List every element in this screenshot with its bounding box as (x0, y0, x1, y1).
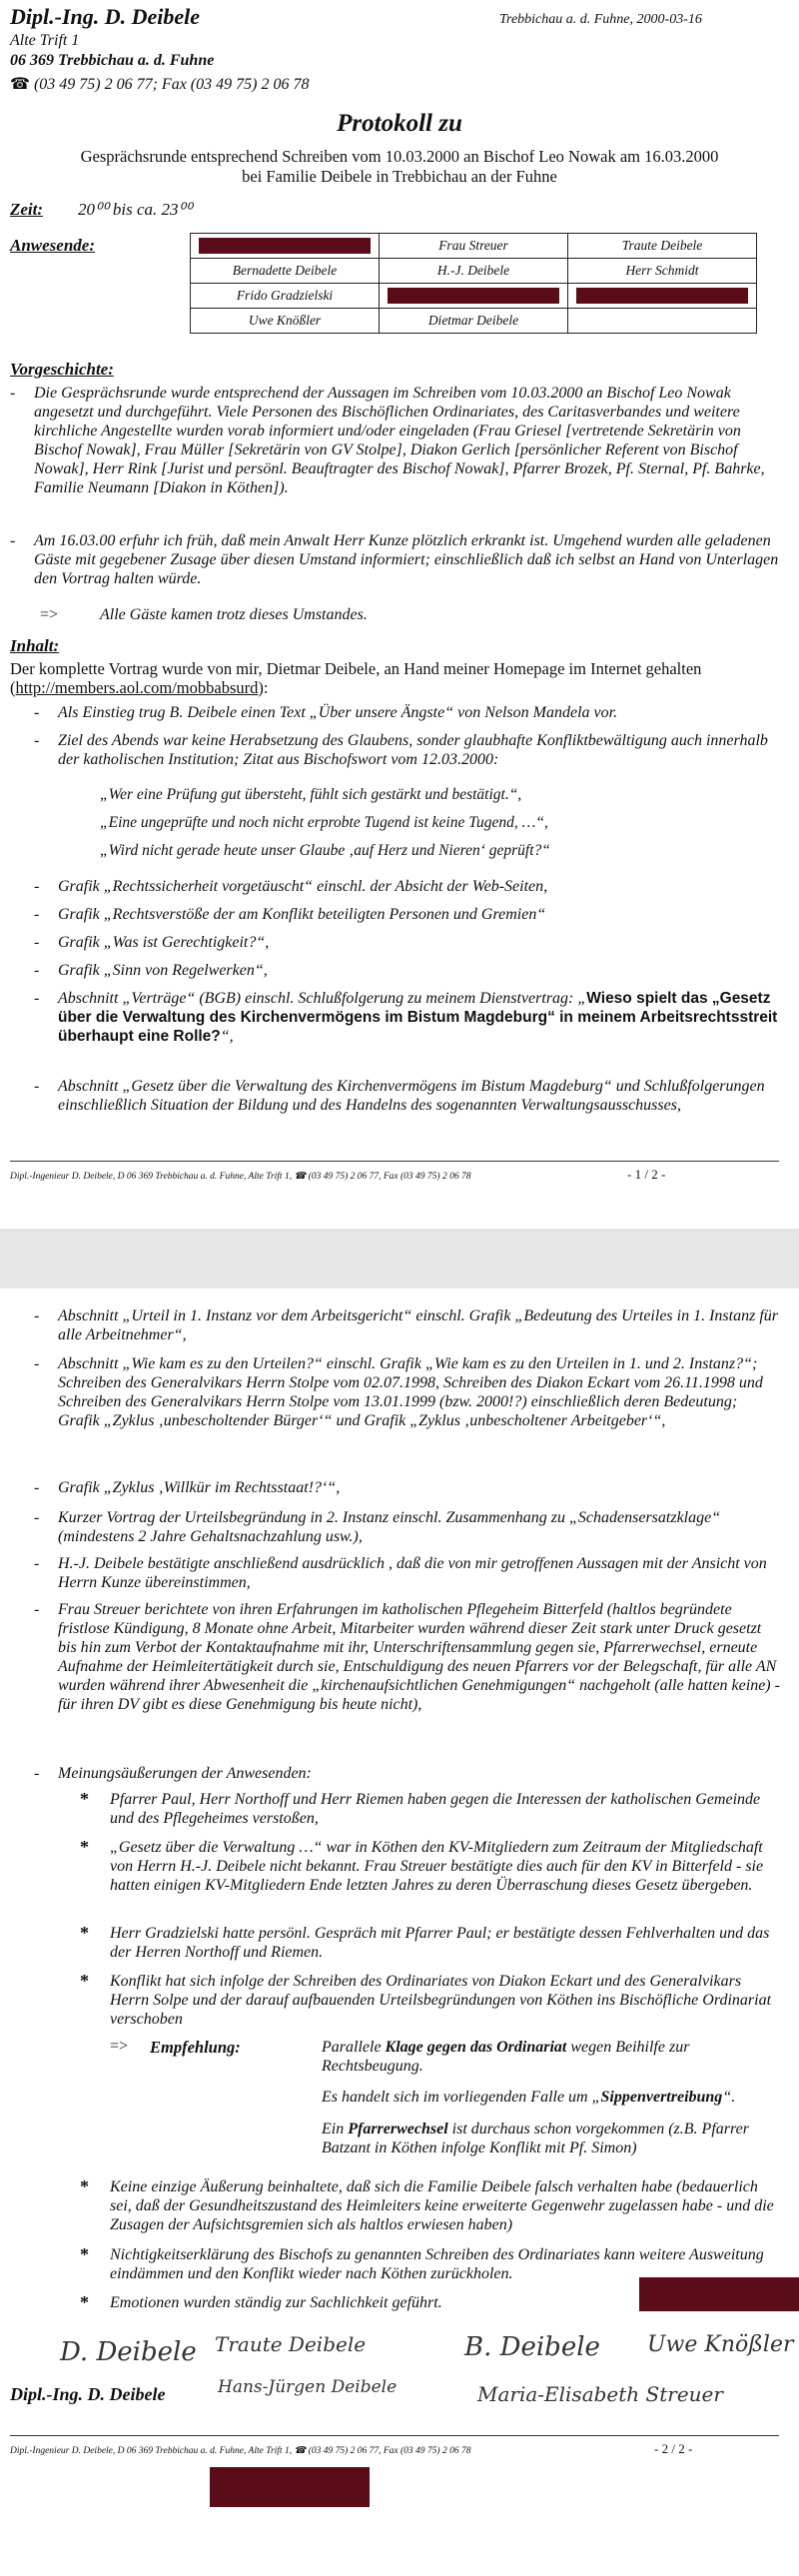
signature: Uwe Knößler (647, 2332, 794, 2357)
table-cell: Dietmar Deibele (380, 309, 568, 334)
table-cell (568, 284, 757, 309)
time-label: Zeit: (10, 200, 44, 219)
list-item: - Abschnitt „Wie kam es zu den Urteilen?“ einschl. Grafik „Wie kam es zu den Urteilen in 1. und 2. Instanz?“; Schreiben des Generalvikars Herrn Stolpe vom 02.07.1998, Schreiben des Diakon Eckart vom 26.11.1998 und Schreiben des Generalvikars Herrn Stolpe vom 13.01.1999 (bzw. 2000!?) einschließlich deren Bedeutung; Grafik „Zyklus ‚unbescholtender Bürger‘“ und Grafik „Zyklus ‚unbescholtener Arbeitgeber‘“, (34, 1355, 763, 1429)
vorgeschichte-heading: Vorgeschichte: (10, 360, 114, 379)
table-cell: Frido Gradzielski (191, 284, 380, 309)
signature: Maria-Elisabeth Streuer (477, 2382, 723, 2406)
redaction-block (576, 288, 748, 304)
list-item: - Kurzer Vortrag der Urteilsbegründung in 2. Instanz einschl. Zusammenhang zu „Schadensersatzklage“ (mindestens 2 Jahre Gehaltsnachzahlung usw.), (34, 1509, 721, 1545)
list-item: - Als Einstieg trug B. Deibele einen Text „Über unsere Ängste“ von Nelson Mandela vor. (34, 704, 618, 721)
opinion-item: * Pfarrer Paul, Herr Northoff und Herr Riemen haben gegen die Interessen der katholischen Gemeinde und des Pflegeheimes verstoßen, (80, 1789, 761, 1827)
list-item: - Grafik „Rechtsverstöße der am Konflikt beteiligten Personen und Gremien“ (34, 906, 546, 923)
recommendation-text: Es handelt sich im vorliegenden Falle um „Sippenvertreibung“. (322, 2089, 736, 2106)
signature: B. Deibele (464, 2332, 600, 2362)
table-cell: Herr Schmidt (568, 259, 757, 284)
list-item: - H.-J. Deibele bestätigte anschließend ausdrücklich , daß die von mir getroffenen Aussagen mit der Ansicht von Herrn Kunze übereinstimmen, (34, 1555, 767, 1591)
table-row (191, 284, 757, 309)
time-value: 20⁰⁰ bis ca. 23⁰⁰ (78, 200, 193, 219)
list-item: - Abschnitt „Gesetz über die Verwaltung des Kirchenvermögens im Bistum Magdeburg“ und Schlußfolgerungen einschließlich Situation der Bildung und des Handelns des sogenannten Verwaltungsausschusses, (34, 1078, 765, 1114)
arrow-marker: => (110, 2038, 129, 2055)
list-item: - Grafik „Was ist Gerechtigkeit?“, (34, 934, 270, 951)
quote: „Eine ungeprüfte und noch nicht erprobte Tugend ist keine Tugend, …“, (100, 814, 548, 831)
telephone-icon: ☎ (10, 76, 30, 93)
document-title: Protokoll zu (337, 110, 462, 137)
recommendation-text: Parallele Klage gegen das Ordinariat wegen Beihilfe zur Rechtsbeugung. (322, 2039, 690, 2075)
page-number: - 1 / 2 - (627, 1167, 666, 1182)
document-page-2 (0, 1288, 799, 2576)
signature: D. Deibele (60, 2337, 197, 2367)
redaction-block (639, 2277, 799, 2311)
list-item: - Am 16.03.00 erfuhr ich früh, daß mein Anwalt Herr Kunze plötzlich erkrankt ist. Umgehend wurden alle geladenen Gäste mit gegebener Zusage über diesen Umstand informiert; einschließlich daß ich selbst an Hand von Unterlagen den Vortrag halten würde. (10, 532, 779, 587)
redaction-block (210, 2467, 370, 2507)
sender-street: Alte Trift 1 (10, 32, 80, 49)
sender-phone: (03 49 75) 2 06 77; Fax (03 49 75) 2 06 78 (33, 76, 310, 93)
recommendation-text: Ein Pfarrerwechsel ist durchaus schon vorgekommen (z.B. Pfarrer Batzant in Köthen infolge Konflikt mit Pf. Simon) (322, 2121, 749, 2156)
signature: Hans-Jürgen Deibele (218, 2377, 398, 2397)
list-item: - Die Gesprächsrunde wurde entsprechend der Aussagen im Schreiben vom 10.03.2000 an Bischof Leo Nowak angesetzt und durchgeführt. Viele Personen des Bischöflichen Ordinariates, des Caritasverbandes und weitere kirchliche Angestellte wurden vorab informiert und/oder eingeladen (Frau Griesel [vertretende Sekretärin von Bischof Nowak], Frau Müller [Sekretärin von GV Stolpe], Diakon Gerlich [persönlicher Referent von Bischof Nowak], Herr Rink [Jurist und persönl. Beauftragter des Bischof Nowak], Pfarrer Brozek, Pf. Sternal, Pf. Bahrke, Familie Neumann [Diakon in Köthen]). (10, 385, 765, 496)
redaction-block (388, 288, 559, 304)
opinion-item: * Emotionen wurden ständig zur Sachlichkeit geführt. (80, 2292, 442, 2312)
table-cell (380, 284, 568, 309)
vorgeschichte-conclusion: Alle Gäste kamen trotz dieses Umstandes. (100, 606, 368, 623)
opinion-item: * Herr Gradzielski hatte persönl. Gespräch mit Pfarrer Paul; er bestätigte dessen Fehlverhalten und das der Herren Northoff und Riemen. (80, 1923, 770, 1961)
table-cell: Bernadette Deibele (191, 259, 380, 284)
attendees-label: Anwesende: (10, 236, 95, 255)
table-cell (568, 309, 757, 334)
attendees-table (190, 233, 757, 334)
inhalt-intro: Der komplette Vortrag wurde von mir, Dietmar Deibele, an Hand meiner Homepage im Internet gehalten (http://members.aol.com/mobbabsurd): (10, 659, 702, 697)
document-page-1 (0, 0, 799, 1229)
list-item: - Abschnitt „Verträge“ (BGB) einschl. Schlußfolgerung zu meinem Dienstvertrag: „Wieso spielt das „Gesetz über die Verwaltung des Kirchenvermögens im Bistum Magdeburg“ in meinem Arbeitsrechtsstreit überhaupt eine Rolle?“, (34, 990, 778, 1045)
sender-city: 06 369 Trebbichau a. d. Fuhne (10, 52, 215, 69)
quote: „Wird nicht gerade heute unser Glaube ‚auf Herz und Nieren‘ geprüft?“ (100, 842, 550, 859)
page-footer: Dipl.-Ingenieur D. Deibele, D 06 369 Trebbichau a. d. Fuhne, Alte Trift 1, ☎ (03 49 75) 2 06 77, Fax (03 49 75) 2 06 78 (10, 1172, 471, 1182)
list-item: - Ziel des Abends war keine Herabsetzung des Glaubens, sonder glaubhafte Konfliktbewältigung auch innerhalb der katholischen Institution; Zitat aus Bischofswort vom 12.03.2000: (34, 732, 768, 768)
table-cell: Traute Deibele (568, 234, 757, 259)
table-row (191, 234, 757, 259)
opinion-item: * Nichtigkeitserklärung des Bischofs zu genannten Schreiben des Ordinariates kann weitere Ausweitung eindämmen und den Konflikt wieder nach Köthen zurückholen. (80, 2244, 764, 2282)
page-number: - 2 / 2 - (654, 2441, 693, 2456)
table-cell (191, 234, 380, 259)
sender-name: Dipl.-Ing. D. Deibele (10, 4, 201, 29)
quote: „Wer eine Prüfung gut übersteht, fühlt sich gestärkt und bestätigt.“, (100, 786, 522, 803)
page-separator (0, 1229, 799, 1288)
list-item: - Abschnitt „Urteil in 1. Instanz vor dem Arbeitsgericht“ einschl. Grafik „Bedeutung des Urteiles in 1. Instanz für alle Arbeitnehmer“, (34, 1307, 778, 1343)
subtitle-line-1: Gesprächsrunde entsprechend Schreiben vom 10.03.2000 an Bischof Leo Nowak am 16.03.2000 (80, 147, 719, 166)
list-item: - Frau Streuer berichtete von ihren Erfahrungen im katholischen Pflegeheim Bitterfeld (haltlos begründete fristlose Kündigung, 8 Monate ohne Arbeit, Mitarbeiter wurden während dieser Zeit stark unter Druck gesetzt bis hin zum Verbot der Kontaktaufnahme mit ihr, Unterschriftensammlung gegen sie, Pfarrerwechsel, erneute Aufnahme der Heimleitertätigkeit durch sie, Entschuldigung des neuen Pfarrers vor der Belegschaft, für alle AN wurden während ihrer Abwesenheit die „kirchenaufsichtlichen Genehmigungen“ nachgeholt (alle hatten keine) - für ihren DV gibt es diese Genehmigung bis heute nicht), (34, 1601, 780, 1713)
signature: Traute Deibele (215, 2332, 367, 2356)
recommendation-label: Empfehlung: (150, 2038, 241, 2057)
place-date: Trebbichau a. d. Fuhne, 2000-03-16 (499, 12, 702, 27)
subtitle-line-2: bei Familie Deibele in Trebbichau an der Fuhne (242, 167, 557, 186)
homepage-link[interactable]: http://members.aol.com/mobbabsurd (15, 678, 259, 697)
list-item: - Meinungsäußerungen der Anwesenden: (34, 1765, 312, 1782)
list-item: - Grafik „Zyklus ‚Willkür im Rechtsstaat!?‘“, (34, 1479, 341, 1496)
table-row (191, 309, 757, 334)
table-row (191, 259, 757, 284)
vertraege-question: Wieso spielt das „Gesetz über die Verwaltung des Kirchenvermögens im Bistum Magdeburg“ in meinem Arbeitsrechtsstreit überhaupt eine Rolle? (58, 990, 778, 1045)
footer-divider (10, 1161, 779, 1162)
inhalt-heading: Inhalt: (10, 636, 60, 655)
list-item: - Grafik „Rechtssicherheit vorgetäuscht“ einschl. der Absicht der Web-Seiten, (34, 878, 548, 895)
signer-name: Dipl.-Ing. D. Deibele (10, 2384, 166, 2404)
opinion-item: * „Gesetz über die Verwaltung …“ war in Köthen den KV-Mitgliedern zum Zeitraum der Mitgliedschaft von Herrn H.-J. Deibele nicht bekannt. Frau Streuer bestätigte dies auch für den KV in Bitterfeld - sie hatten einigen KV-Mitgliedern Ende letzten Jahres zu deren Überraschung dieses Gesetz übergeben. (80, 1837, 764, 1894)
table-cell: Uwe Knößler (191, 309, 380, 334)
table-cell: Frau Streuer (380, 234, 568, 259)
redaction-block (199, 238, 371, 254)
opinion-item: * Keine einzige Äußerung beinhaltete, daß sich die Familie Deibele falsch verhalten habe (bedauerlich sei, daß der Gesundheitszustand des Heimleiters keine erweiterte Gegenwehr zugelassen habe - und die Zusagen der Aufsichtsgremien sich als haltlos erwiesen haben) (80, 2176, 774, 2233)
footer-divider (10, 2435, 779, 2436)
sender-phone-line (10, 74, 309, 94)
list-item: - Grafik „Sinn von Regelwerken“, (34, 962, 268, 979)
page-footer: Dipl.-Ingenieur D. Deibele, D 06 369 Trebbichau a. d. Fuhne, Alte Trift 1, ☎ (03 49 75) 2 06 77, Fax (03 49 75) 2 06 78 (10, 2446, 471, 2456)
arrow-marker: => (40, 606, 59, 623)
table-cell: H.-J. Deibele (380, 259, 568, 284)
opinion-item: * Konflikt hat sich infolge der Schreiben des Ordinariates von Diakon Eckart und des Generalvikars Herrn Solpe und der darauf aufbauenden Urteilsbegründungen von Köthen ins Bischöfliche Ordinariat verschoben (80, 1971, 772, 2028)
